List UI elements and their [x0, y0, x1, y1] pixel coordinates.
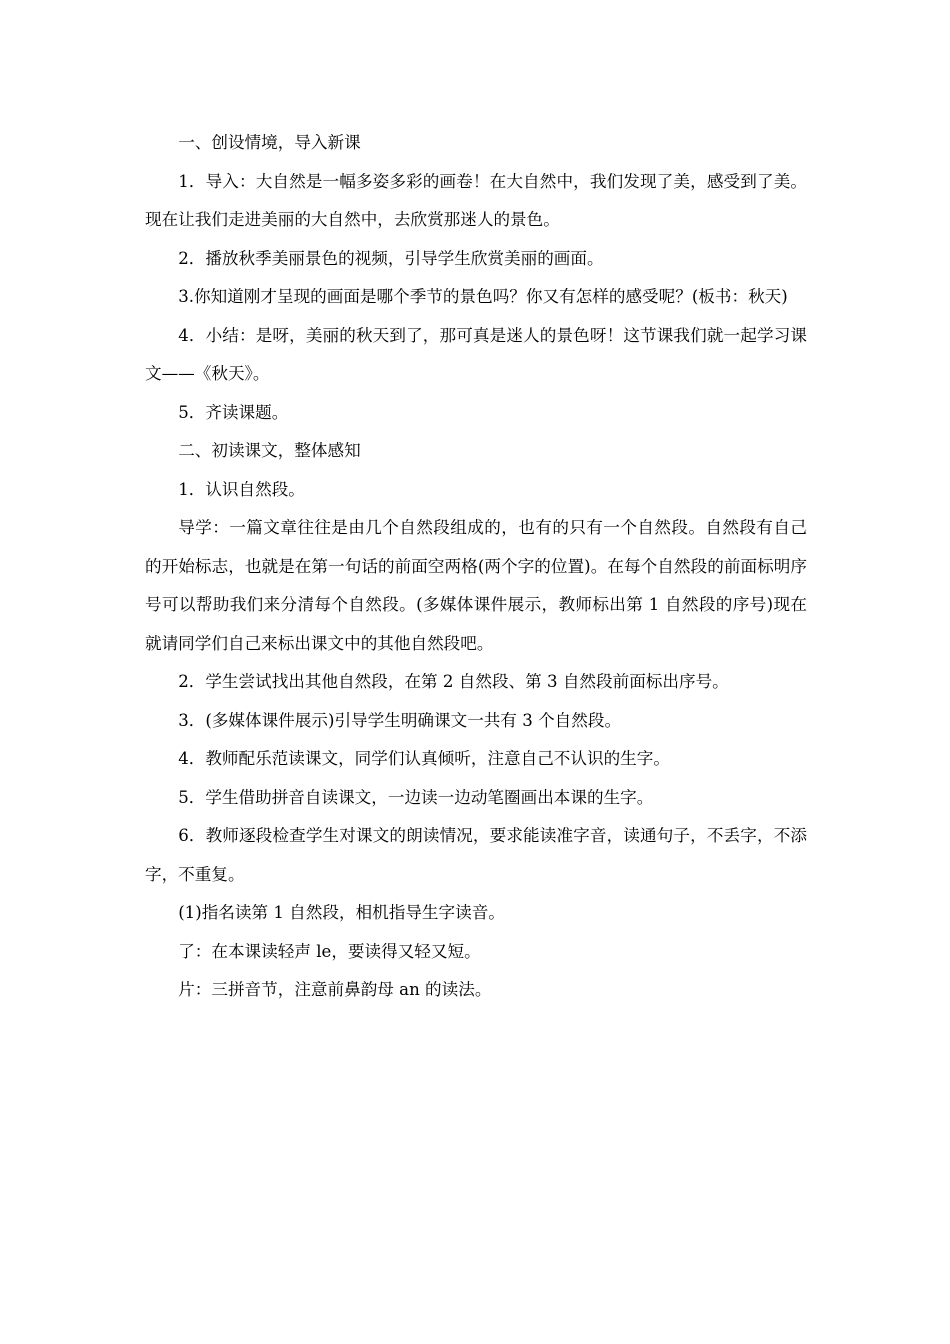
section-heading-2: 二、初读课文，整体感知: [178, 441, 361, 460]
paragraph: 了：在本课读轻声 le，要读得又轻又短。: [178, 941, 481, 961]
paragraph: 5．学生借助拼音自读课文，一边读一边动笔圈画出本课的生字。: [178, 787, 654, 807]
paragraph: (1)指名读第 1 自然段，相机指导生字读音。: [178, 903, 505, 922]
paragraph: 4．教师配乐范读课文，同学们认真倾听，注意自己不认识的生字。: [178, 749, 670, 768]
paragraph: 2．播放秋季美丽景色的视频，引导学生欣赏美丽的画面。: [178, 248, 604, 268]
paragraph: 1．导入：大自然是一幅多姿多彩的画卷！在大自然中，我们发现了美，感受到了美。现在让我们走进美丽的大自然中，去欣赏那迷人的景色。: [145, 171, 807, 229]
paragraph: 6．教师逐段检查学生对课文的朗读情况，要求能读准字音，读通句子，不丢字，不添字，不重复。: [145, 826, 807, 884]
paragraph: 2．学生尝试找出其他自然段，在第 2 自然段、第 3 自然段前面标出序号。: [178, 672, 729, 691]
paragraph: 5．齐读课题。: [178, 402, 289, 422]
paragraph: 片：三拼音节，注意前鼻韵母 an 的读法。: [178, 980, 492, 999]
paragraph: 1．认识自然段。: [178, 479, 305, 499]
paragraph: 3.你知道刚才呈现的画面是哪个季节的景色吗？你又有怎样的感受呢？(板书：秋天): [178, 287, 788, 306]
paragraph: 导学：一篇文章往往是由几个自然段组成的，也有的只有一个自然段。自然段有自己的开始标志，也就是在第一句话的前面空两格(两个字的位置)。在每个自然段的前面标明序号可以帮助我们来分清每个自然段。(多媒体课件展示，教师标出第 1 自然段的序号)现在就请同学们自己来标出课文中的其他自然段吧。: [145, 518, 807, 653]
paragraph: 4．小结：是呀，美丽的秋天到了，那可真是迷人的景色呀！这节课我们就一起学习课文——《秋天》。: [145, 325, 807, 383]
section-heading-1: 一、创设情境，导入新课: [178, 133, 361, 152]
paragraph: 3．(多媒体课件展示)引导学生明确课文一共有 3 个自然段。: [178, 710, 622, 730]
document-page: [145, 124, 807, 1010]
